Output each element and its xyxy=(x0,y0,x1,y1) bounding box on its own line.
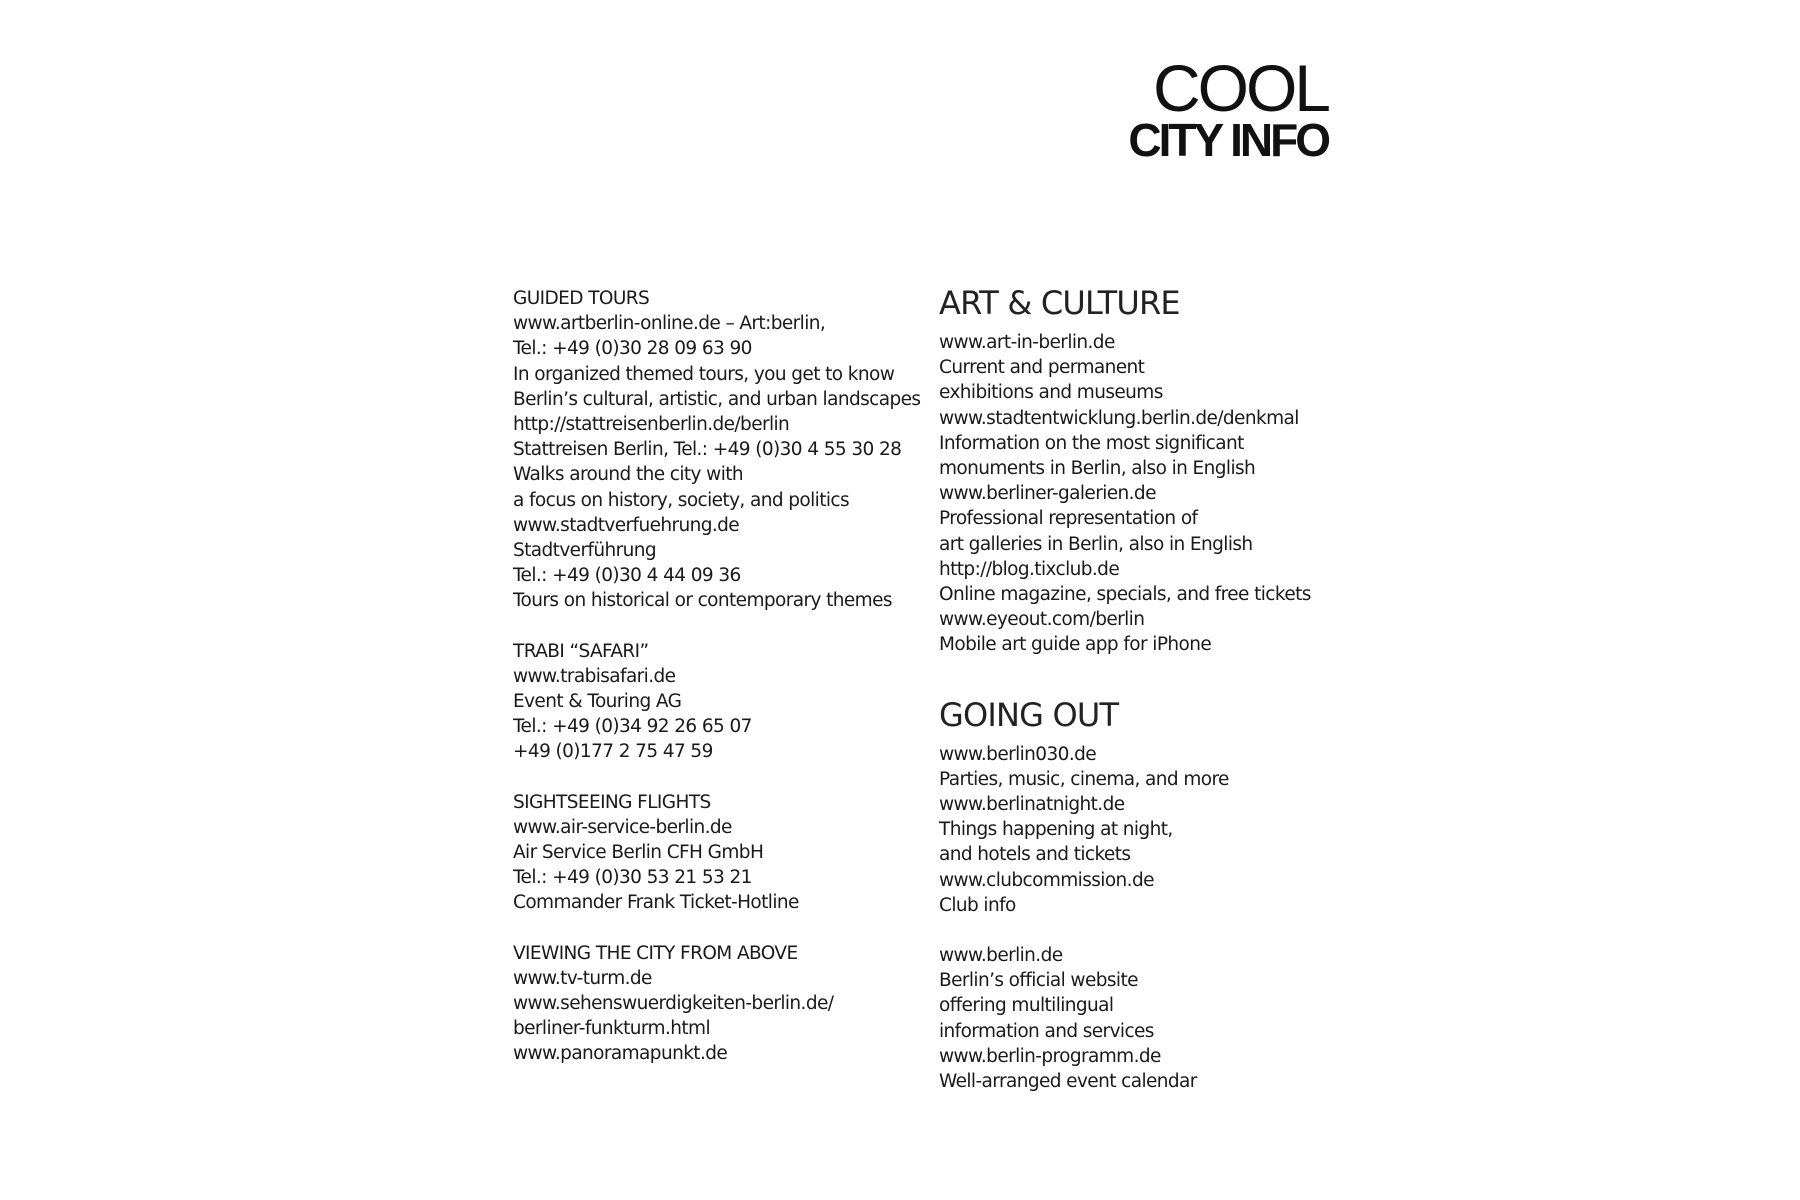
info-line: Walks around the city with xyxy=(513,464,744,486)
section-heading: SIGHTSEEING FLIGHTS xyxy=(513,791,711,813)
section-heading-going-out: GOING OUT xyxy=(939,695,1119,734)
info-line: Stattreisen Berlin, Tel.: +49 (0)30 4 55 30 28 xyxy=(513,439,902,461)
info-line: a focus on history, society, and politics xyxy=(513,489,850,511)
brand-line-city-info: CITY INFO xyxy=(1128,114,1328,166)
info-line: Tel.: +49 (0)30 28 09 63 90 xyxy=(513,338,752,360)
link-artberlin[interactable]: www.artberlin-online.de – Art:berlin, xyxy=(513,313,826,335)
section-heading: GUIDED TOURS xyxy=(513,288,650,309)
info-line: Commander Frank Ticket-Hotline xyxy=(513,892,799,914)
brand-line-cool: COOL xyxy=(1152,51,1328,125)
info-line: In organized themed tours, you get to know xyxy=(513,363,895,385)
info-line: Professional representation of xyxy=(939,508,1198,530)
link-tv-turm[interactable]: www.tv-turm.de xyxy=(513,967,652,989)
info-line: Online magazine, specials, and free tickets xyxy=(939,584,1311,606)
link-tixclub-blog[interactable]: http://blog.tixclub.de xyxy=(939,558,1120,580)
link-stadtverfuehrung[interactable]: www.stadtverfuehrung.de xyxy=(513,514,740,536)
section-heading: TRABI “SAFARI” xyxy=(513,640,649,662)
link-clubcommission[interactable]: www.clubcommission.de xyxy=(939,869,1154,891)
section-viewing-city-from-above xyxy=(513,941,933,1067)
info-line: Tours on historical or contemporary themes xyxy=(513,590,892,612)
info-line: Air Service Berlin CFH GmbH xyxy=(513,842,764,864)
link-stadtentwicklung[interactable]: www.stadtentwicklung.berlin.de/denkmal xyxy=(939,407,1299,429)
info-line: Current and permanent xyxy=(939,357,1145,379)
section-guided-tours xyxy=(513,286,933,614)
info-line: +49 (0)177 2 75 47 59 xyxy=(513,741,713,763)
info-line: exhibitions and museums xyxy=(939,382,1163,404)
link-berlinatnight[interactable]: www.berlinatnight.de xyxy=(939,794,1125,816)
link-sehenswuerdigkeiten-cont[interactable]: berliner-funkturm.html xyxy=(513,1018,710,1040)
link-berliner-galerien[interactable]: www.berliner-galerien.de xyxy=(939,483,1156,505)
info-line: Berlin’s cultural, artistic, and urban landscapes xyxy=(513,388,921,410)
info-line: Tel.: +49 (0)30 53 21 53 21 xyxy=(513,867,752,889)
info-line: Event & Touring AG xyxy=(513,691,682,713)
info-line: Mobile art guide app for iPhone xyxy=(939,634,1212,656)
info-line: Stadtverführung xyxy=(513,540,657,562)
info-line: and hotels and tickets xyxy=(939,844,1131,866)
section-heading-art-culture: ART & CULTURE xyxy=(939,284,1180,322)
link-sehenswuerdigkeiten[interactable]: www.sehenswuerdigkeiten-berlin.de/ xyxy=(513,993,834,1015)
info-line: Well-arranged event calendar xyxy=(939,1071,1197,1093)
link-berlin030[interactable]: www.berlin030.de xyxy=(939,743,1097,765)
info-line: monuments in Berlin, also in English xyxy=(939,458,1256,480)
link-berlin-de[interactable]: www.berlin.de xyxy=(939,945,1063,967)
info-line: Tel.: +49 (0)30 4 44 09 36 xyxy=(513,565,741,587)
section-going-out xyxy=(939,696,1359,918)
section-sightseeing-flights xyxy=(513,790,933,916)
info-line: art galleries in Berlin, also in English xyxy=(939,533,1253,555)
link-trabisafari[interactable]: www.trabisafari.de xyxy=(513,665,676,687)
left-column xyxy=(513,286,933,1092)
section-art-culture xyxy=(939,284,1359,658)
link-eyeout[interactable]: www.eyeout.com/berlin xyxy=(939,609,1145,631)
info-line: Club info xyxy=(939,894,1016,916)
link-air-service-berlin[interactable]: www.air-service-berlin.de xyxy=(513,816,732,838)
brand-logo xyxy=(1128,51,1328,166)
info-line: offering multilingual xyxy=(939,995,1114,1017)
info-line: Tel.: +49 (0)34 92 26 65 07 xyxy=(513,716,752,738)
info-line: information and services xyxy=(939,1020,1154,1042)
link-stattreisen[interactable]: http://stattreisenberlin.de/berlin xyxy=(513,414,790,436)
right-column xyxy=(939,284,1359,1132)
info-line: Information on the most significant xyxy=(939,432,1244,454)
section-heading: VIEWING THE CITY FROM ABOVE xyxy=(513,942,798,964)
link-panoramapunkt[interactable]: www.panoramapunkt.de xyxy=(513,1043,728,1065)
info-line: Parties, music, cinema, and more xyxy=(939,768,1229,790)
info-line: Berlin’s official website xyxy=(939,970,1138,992)
section-berlin-official xyxy=(939,943,1359,1094)
info-line: Things happening at night, xyxy=(939,819,1173,841)
link-berlin-programm[interactable]: www.berlin-programm.de xyxy=(939,1045,1161,1067)
link-art-in-berlin[interactable]: www.art-in-berlin.de xyxy=(939,332,1115,353)
section-trabi-safari xyxy=(513,639,933,765)
